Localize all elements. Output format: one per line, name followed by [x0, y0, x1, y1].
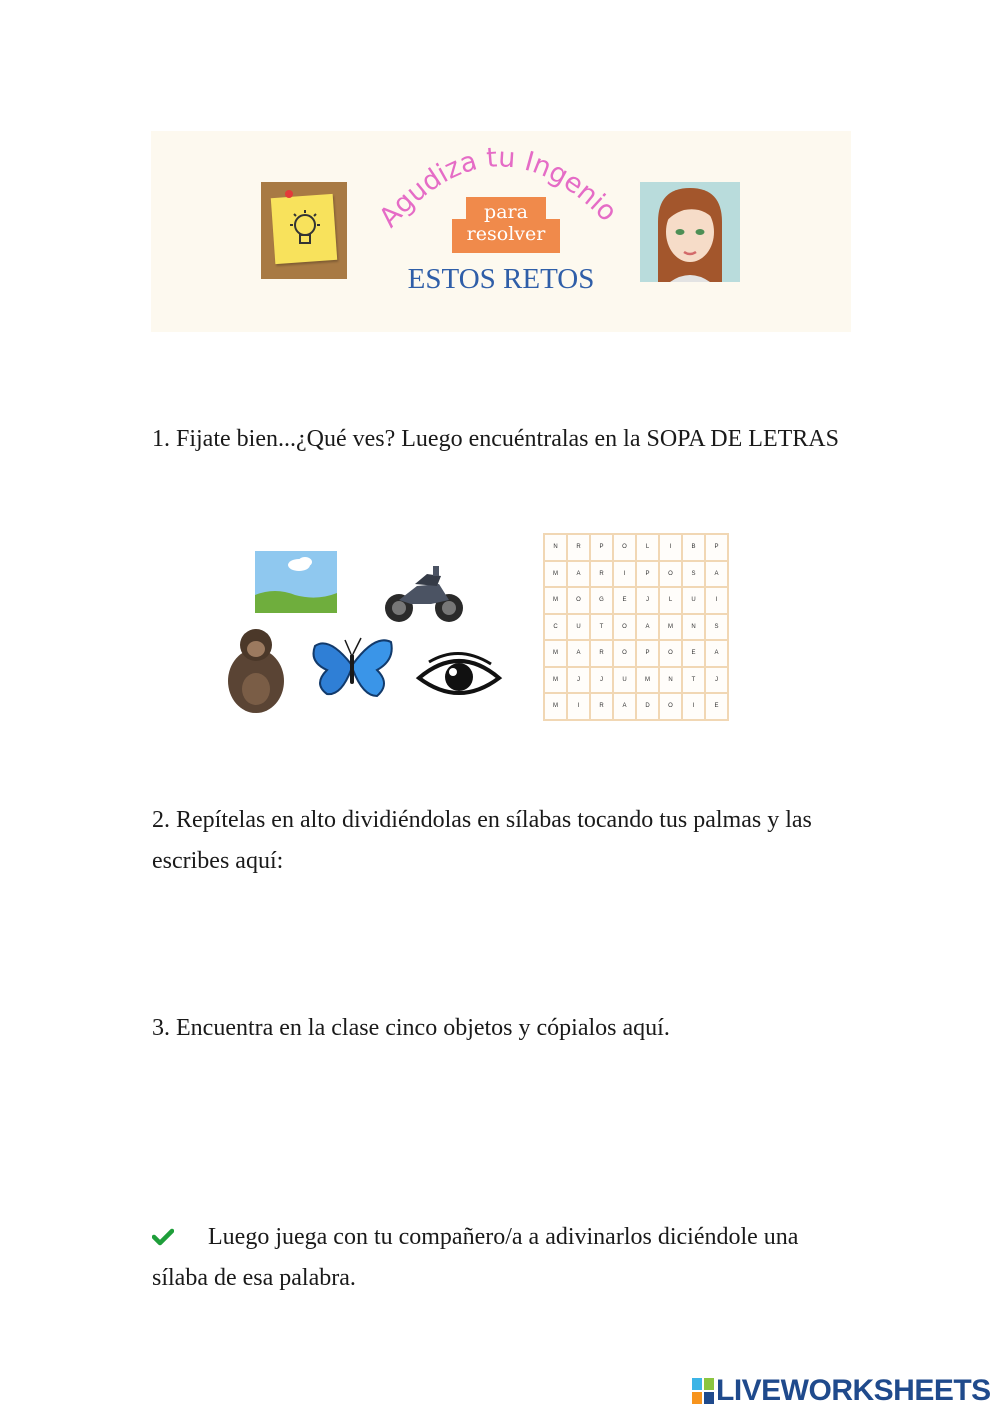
task-1-instruction: 1. Fijate bien...¿Qué ves? Luego encuéntralas en la SOPA DE LETRAS [152, 426, 839, 452]
word-search-cell[interactable]: I [682, 693, 705, 720]
banner-tag [452, 197, 560, 257]
word-search-cell[interactable]: U [682, 587, 705, 614]
word-search-cell[interactable]: D [636, 693, 659, 720]
word-search-cell[interactable]: O [613, 640, 636, 667]
svg-text:Agudiza tu Ingenio: Agudiza tu Ingenio [373, 142, 623, 234]
word-search-cell[interactable]: T [682, 667, 705, 694]
word-search-cell[interactable]: O [659, 640, 682, 667]
word-search-cell[interactable]: A [705, 640, 728, 667]
word-search-cell[interactable]: G [590, 587, 613, 614]
girl-avatar-image [640, 182, 740, 282]
word-search-cell[interactable]: O [659, 693, 682, 720]
motorcycle-image [381, 560, 465, 626]
word-search-cell[interactable]: C [544, 614, 567, 641]
word-search-cell[interactable]: R [590, 561, 613, 588]
word-search-cell[interactable]: A [567, 561, 590, 588]
word-search-cell[interactable]: P [636, 640, 659, 667]
word-search-cell[interactable]: P [590, 534, 613, 561]
word-search-cell[interactable]: S [682, 561, 705, 588]
banner-tag-line1: para [484, 201, 528, 223]
word-search-cell[interactable]: L [659, 587, 682, 614]
word-search-cell[interactable]: U [613, 667, 636, 694]
word-search-cell[interactable]: M [636, 667, 659, 694]
butterfly-image [311, 634, 393, 700]
task-4-instruction [152, 1217, 852, 1299]
word-search-cell[interactable]: M [544, 667, 567, 694]
word-search-cell[interactable]: J [567, 667, 590, 694]
word-search-cell[interactable]: S [705, 614, 728, 641]
word-search-cell[interactable]: M [659, 614, 682, 641]
word-search-cell[interactable]: L [636, 534, 659, 561]
word-search-cell[interactable]: O [613, 614, 636, 641]
word-search-cell[interactable]: I [613, 561, 636, 588]
word-search-cell[interactable]: R [567, 534, 590, 561]
word-search-cell[interactable]: M [544, 640, 567, 667]
word-search-cell[interactable]: P [705, 534, 728, 561]
word-search-cell[interactable]: T [590, 614, 613, 641]
word-search-cell[interactable]: N [659, 667, 682, 694]
chimpanzee-image [222, 623, 290, 715]
word-search-cell[interactable]: E [705, 693, 728, 720]
banner-subtitle: ESTOS RETOS [407, 263, 595, 295]
task-3-instruction: 3. Encuentra en la clase cinco objetos y cópialos aquí. [152, 1015, 670, 1041]
worksheet-banner [151, 131, 851, 332]
word-search-cell[interactable]: N [682, 614, 705, 641]
banner-tag-line2: resolver [466, 223, 546, 245]
word-search-cell[interactable]: A [636, 614, 659, 641]
lightbulb-note-image [261, 182, 347, 279]
word-search-cell[interactable]: J [705, 667, 728, 694]
word-search-cell[interactable]: A [705, 561, 728, 588]
word-search-cell[interactable]: I [567, 693, 590, 720]
word-search-cell[interactable]: O [567, 587, 590, 614]
liveworksheets-brand[interactable] [692, 1373, 991, 1409]
word-search-cell[interactable]: I [705, 587, 728, 614]
word-search-cell[interactable]: E [682, 640, 705, 667]
liveworksheets-logo-icon [692, 1378, 714, 1404]
word-search-cell[interactable]: I [659, 534, 682, 561]
word-search-cell[interactable]: E [613, 587, 636, 614]
word-search-cell[interactable]: M [544, 561, 567, 588]
brand-name: LIVEWORKSHEETS [716, 1374, 991, 1407]
word-search-cell[interactable]: B [682, 534, 705, 561]
word-search-cell[interactable]: O [613, 534, 636, 561]
eye-image [415, 650, 503, 702]
word-search-cell[interactable]: R [590, 693, 613, 720]
task-4-text: Luego juega con tu compañero/a a adivinarlos diciéndole una sílaba de esa palabra. [152, 1224, 799, 1291]
word-search-cell[interactable]: A [613, 693, 636, 720]
word-search-cell[interactable]: A [567, 640, 590, 667]
word-search-cell[interactable]: J [636, 587, 659, 614]
checkmark-icon [152, 1228, 174, 1246]
task-2-instruction: 2. Repítelas en alto dividiéndolas en sílabas tocando tus palmas y las escribes aquí: [152, 807, 812, 874]
word-search-cell[interactable]: U [567, 614, 590, 641]
word-search-grid [543, 533, 729, 721]
word-search-cell[interactable]: J [590, 667, 613, 694]
word-search-cell[interactable]: M [544, 693, 567, 720]
lightbulb-icon [285, 208, 325, 256]
word-search-cell[interactable]: O [659, 561, 682, 588]
landscape-image [255, 551, 337, 613]
word-search-cell[interactable]: R [590, 640, 613, 667]
word-search-cell[interactable]: M [544, 587, 567, 614]
word-search-cell[interactable]: N [544, 534, 567, 561]
word-search-cell[interactable]: P [636, 561, 659, 588]
